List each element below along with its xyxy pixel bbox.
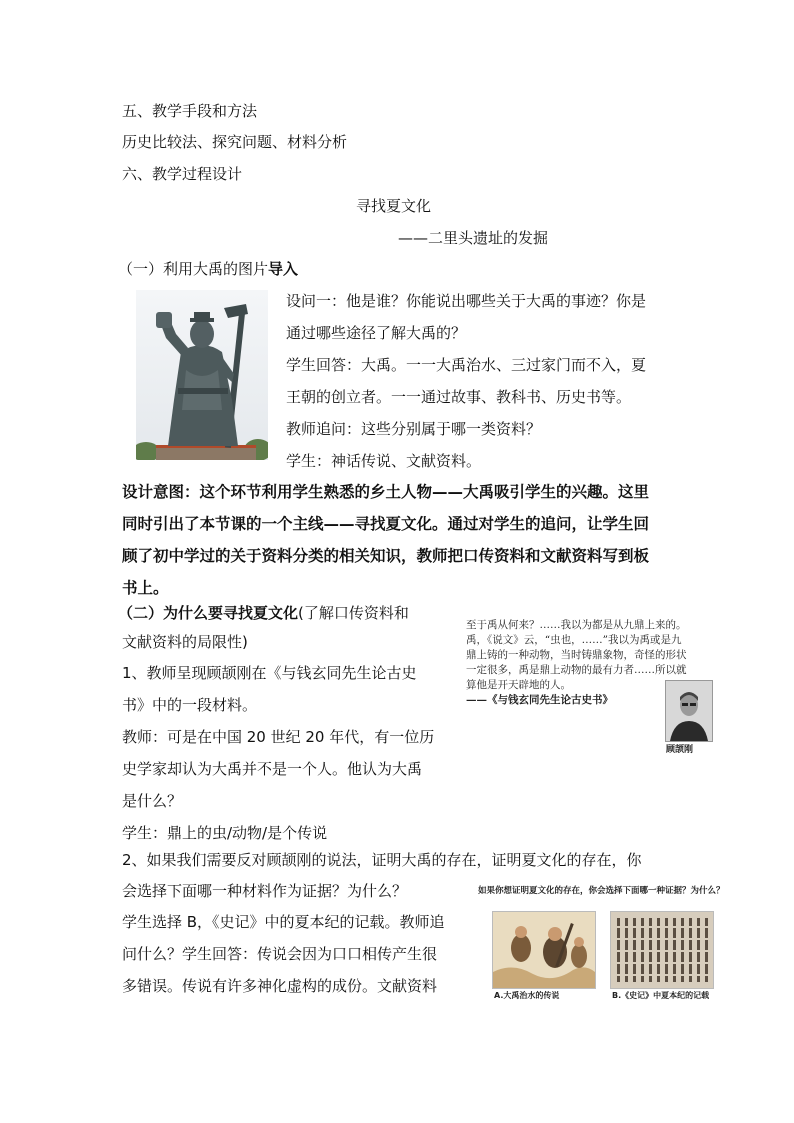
option-b-caption: B.《史记》中夏本纪的记载 xyxy=(612,991,710,1000)
design-intent-line: 顾了初中学过的关于资料分类的相关知识，教师把口传资料和文献资料写到板 xyxy=(122,547,650,565)
part1-heading-bold: 导入 xyxy=(268,260,299,278)
quote-line: 一定很多，禹是鼎上动物的最有力者……所以就 xyxy=(466,664,687,676)
part1-line: 王朝的创立者。一一通过故事、教科书、历史书等。 xyxy=(286,388,632,406)
part1-line: 通过哪些途径了解大禹的？ xyxy=(286,324,467,342)
part2-heading-bold: （二）为什么要寻找夏文化 xyxy=(118,604,299,622)
part2-line: 是什么？ xyxy=(122,792,183,810)
part2-dialogue xyxy=(122,657,434,849)
portrait-caption: 顾颉刚 xyxy=(666,745,694,755)
dayu-statue-image xyxy=(136,290,268,460)
flood-painting-icon xyxy=(493,912,595,988)
part2-wide-line: 2、如果我们需要反对顾颉刚的说法，证明大禹的存在，证明夏文化的存在，你 xyxy=(122,851,642,869)
part1-line: 教师追问：这些分别属于哪一类资料？ xyxy=(286,420,542,438)
quote-line: 至于禹从何来？……我以为都是从九鼎上来的。 xyxy=(466,619,687,631)
part1-line: 设问一：他是谁？你能说出哪些关于大禹的事迹？你是 xyxy=(286,292,647,310)
part1-line: 学生：神话传说、文献资料。 xyxy=(286,452,482,470)
part2-heading xyxy=(118,603,409,623)
design-intent-line: 书上。 xyxy=(122,579,169,597)
part1-heading xyxy=(118,259,298,279)
part2-line: 1、教师呈现顾颉刚在《与钱玄同先生论古史 xyxy=(122,664,417,682)
lesson-subtitle: ——二里头遗址的发掘 xyxy=(398,229,549,247)
gu-jiegang-portrait xyxy=(665,680,713,742)
part2-heading-line2: 文献资料的局限性) xyxy=(122,633,248,651)
part2-line: 教师：可是在中国 20 世纪 20 年代，有一位历 xyxy=(122,728,435,746)
part1-heading-prefix: （一）利用大禹的图片 xyxy=(118,260,269,278)
evidence-question: 如果你想证明夏文化的存在，你会选择下面哪一种证据？为什么？ xyxy=(478,886,725,896)
portrait-icon xyxy=(666,681,712,741)
part2-line: 书》中的一段材料。 xyxy=(122,696,258,714)
flood-legend-image xyxy=(492,911,596,989)
part1-dialogue xyxy=(286,285,646,477)
quote-source: ——《与钱玄同先生论古史书》 xyxy=(466,694,613,706)
part2-heading-rest: (了解口传资料和 xyxy=(298,604,409,622)
part2-bottom-paragraph xyxy=(122,906,445,1002)
statue-icon xyxy=(136,290,268,460)
manuscript-icon xyxy=(611,912,713,988)
lesson-title: 寻找夏文化 xyxy=(356,197,432,215)
part2-bottom-line: 学生选择 B，《史记》中的夏本纪的记载。教师追 xyxy=(122,913,445,931)
quote-line: 禹，《说文》云，“虫也，……”我以为禹或是九 xyxy=(466,634,682,646)
part2-wide-line: 会选择下面哪一种材料作为证据？为什么？ xyxy=(122,882,408,900)
part2-line: 学生：鼎上的虫/动物/是个传说 xyxy=(122,824,328,842)
part2-bottom-line: 多错误。传说有许多神化虚构的成份。文献资料 xyxy=(122,977,438,995)
part2-bottom-line: 问什么？学生回答：传说会因为口口相传产生很 xyxy=(122,945,438,963)
design-intent-line: 同时引出了本节课的一个主线——寻找夏文化。通过对学生的追问，让学生回 xyxy=(122,515,650,533)
shiji-text-image xyxy=(610,911,714,989)
design-intent xyxy=(122,476,649,604)
part2-line: 史学家却认为大禹并不是一个人。他认为大禹 xyxy=(122,760,423,778)
quote-line: 算他是开天辟地的人。 xyxy=(466,679,571,691)
section6-heading: 六、教学过程设计 xyxy=(122,165,243,183)
design-intent-line: 设计意图：这个环节利用学生熟悉的乡土人物——大禹吸引学生的兴趣。这里 xyxy=(122,483,650,501)
section5-heading: 五、教学手段和方法 xyxy=(122,102,258,120)
section5-methods: 历史比较法、探究问题、材料分析 xyxy=(122,133,348,151)
part1-line: 学生回答：大禹。一一大禹治水、三过家门而不入，夏 xyxy=(286,356,647,374)
option-a-caption: A.大禹治水的传说 xyxy=(494,991,560,1000)
quote-line: 鼎上铸的一种动物，当时铸鼎象物，奇怪的形状 xyxy=(466,649,687,661)
